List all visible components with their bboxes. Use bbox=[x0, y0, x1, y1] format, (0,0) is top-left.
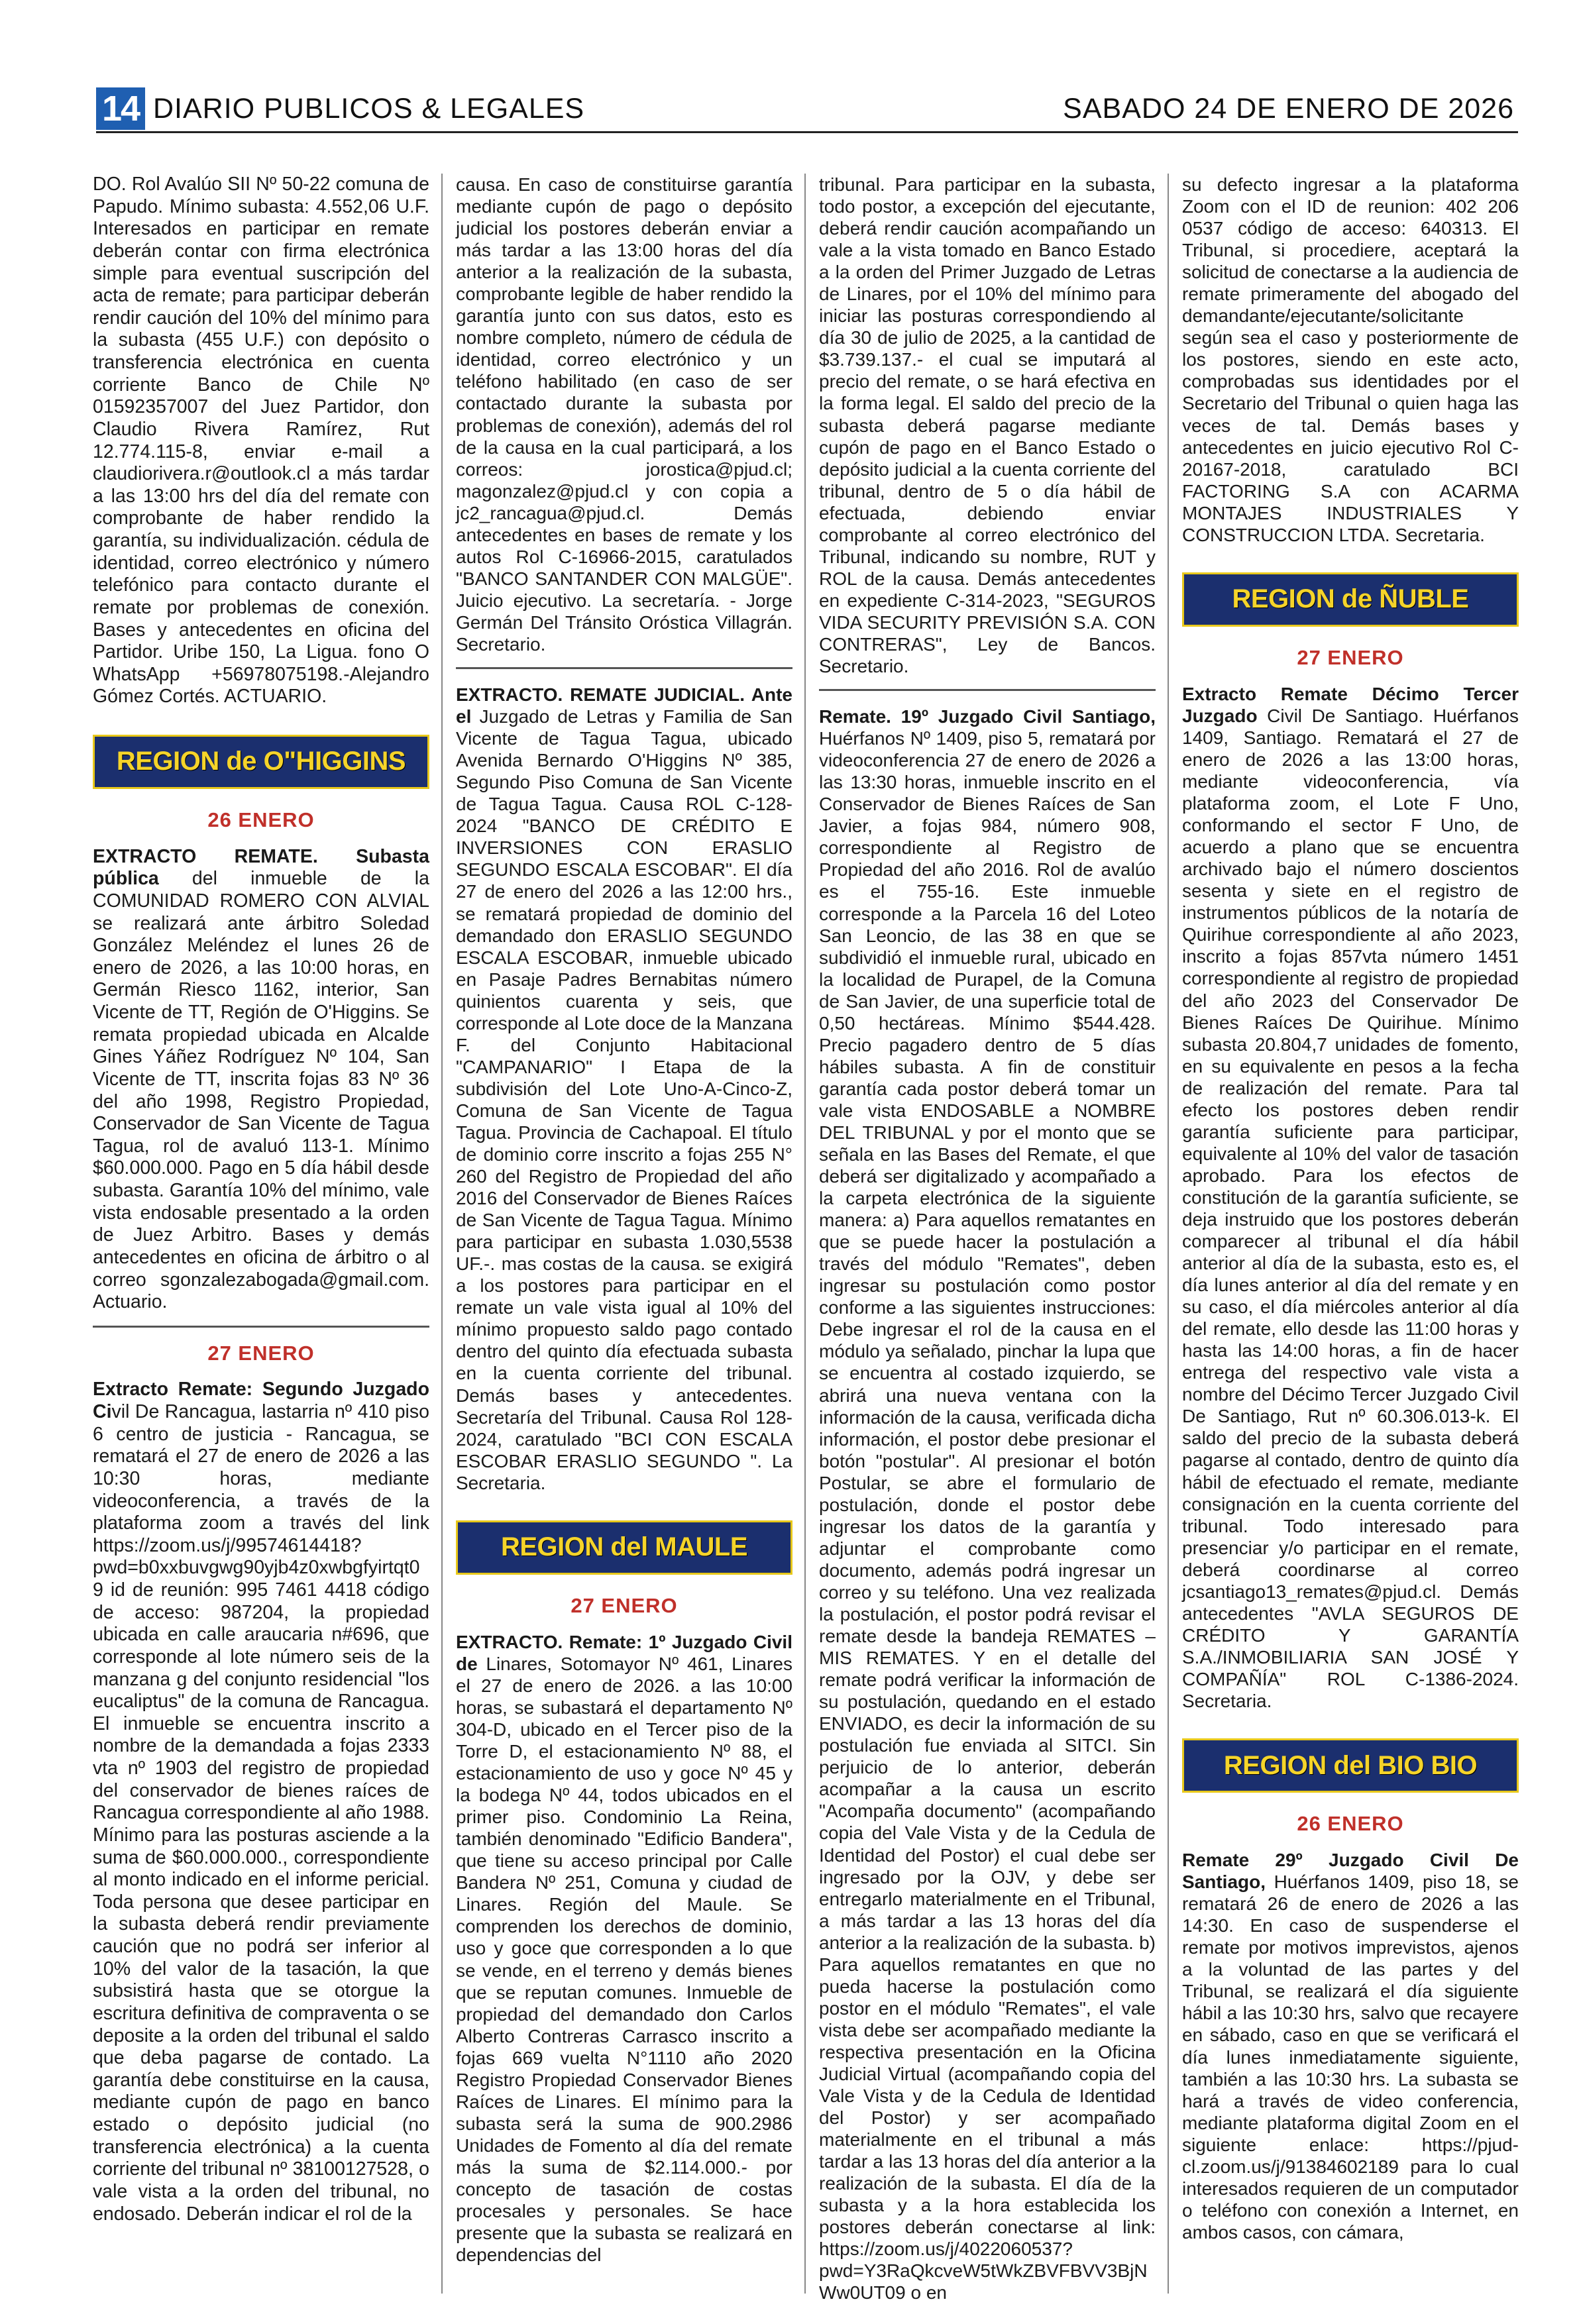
legal-notice: su defecto ingresar a la plataforma Zoom con el ID de reunion: 402 206 0537 código de acceso: 640313. El Tribunal, si procediere, aceptará la solicitud de conectarse a la audiencia de remate primeramente del abogado del demandante/ejecutante/solicitante según sea el caso y posteriormente de los postores, siendo en este acto, comprobadas sus identidades por el Secretario del Tribunal o quien haga las veces de tal. Demás bases y antecedentes en juicio ejecutivo Rol C-20167-2018, caratulado BCI FACTORING S.A con ACARMA MONTAJES INDUSTRIALES Y CONSTRUCCION LTDA. Secretaria. bbox=[1182, 174, 1519, 545]
notice-lead: Remate 29º Juzgado Civil De Santiago, bbox=[1182, 1850, 1519, 1893]
legal-notice bbox=[456, 684, 792, 1494]
legal-notice: tribunal. Para participar en la subasta, todo postor, a excepción del ejecutante, deberá rendir caución acompañando un vale a la vista tomado en Banco Estado a la orden del Primer Juzgado de Letras de Linares, por el 10% del mínimo para iniciar las posturas correspondiendo al día 30 de julio de 2025, a la cantidad de $3.739.137.- el cual se imputará al precio del remate, o se hará efectiva en la forma legal. El saldo del precio de la subasta deberá pagarse mediante cupón de pago en el Banco Estado o depósito judicial a la cuenta corriente del tribunal, dentro de 5 o día hábil de efectuada, debiendo enviar comprobante al correo electrónico del Tribunal, indicando su nombre, RUT y ROL de la causa. Demás antecedentes en expediente C-314-2023, "SEGUROS VIDA SECURITY PREVISIÓN S.A. CON CONTRERAS", Ley de Bancos. Secretario. bbox=[819, 174, 1156, 677]
column-3 bbox=[819, 174, 1156, 2304]
notice-body: Huérfanos Nº 1409, piso 5, rematará por videoconferencia 27 de enero de 2026 a las 13:30 horas, inmueble inscrito en el Conservador de Bienes Raíces de San Javier, a fojas 984, número 908, correspondiente al Registro de Propiedad del año 2016. Rol de avalúo es el 755-16. Este inmueble corresponde a la Parcela 16 del Loteo San Leoncio, de las 38 en que se subdividió el inmueble rural, ubicado en la localidad de Purapel, de la Comuna de San Javier, de una superficie total de 0,50 hectáreas. Mínimo $544.428. Precio pagadero dentro de 5 días hábiles subasta. A fin de constituir garantía cada postor deberá tomar un vale vista ENDOSABLE a NOMBRE DEL TRIBUNAL y por el monto que se señala en las Bases del Remate, el que deberá ser digitalizado y acompañado a la carpeta electrónica de la siguiente manera: a) Para aquellos rematantes en que se puede hacer la postulación a través del módulo "Remates", deben ingresar su postulación como postor conforme a las siguientes instrucciones: Debe ingresar el rol de la causa en el módulo ya señalado, pinchar la lupa que se encuentra al costado izquierdo, se abrirá una nueva ventana con la información de la causa, verificada dicha información, el postor debe presionar el botón "postular". Al presionar el botón Postular, se abre el formulario de postulación, donde el postor debe ingresar los datos de la garantía y adjuntar el comprobante como documento, además podrá ingresar un correo y su teléfono. Una vez realizada la postulación, el postor podrá revisar el remate desde la bandeja REMATES – MIS REMATES. Y en el detalle del remate podrá verificar la información de su postulación, quedando en el estado ENVIADO, es decir la información de su postulación fue enviada al SITCI. Sin perjuicio de lo anterior, deberán acompañar a la causa un escrito "Acompaña documento" (acompañando copia del Vale Vista y de la Cedula de Identidad del Postor) el cual debe ser ingresado por la OJV, y debe ser entregarlo materialmente en el Tribunal, a más tardar a las 13 horas del día anterior a la realización de la subasta. b) Para aquellos rematantes en que no pueda hacerse la postulación como postor en el módulo "Remates", el vale vista debe ser acompañado mediante la respectiva presentación en la Oficina Judicial Virtual (acompañando copia del Vale Vista y de la Cedula de Identidad del Postor) y ser acompañado materialmente en el tribunal a más tardar a las 13 horas del día anterior a la realización de la subasta. El día de la subasta y a la hora establecida los postores deberán conectarse al link: https://zoom.us/j/4022060537?pwd=Y3RaQkcveW5tWkZBVFBVV3BjNWw0UT09 o en bbox=[819, 728, 1156, 2303]
notice-body: Civil De Santiago. Huérfanos 1409, Santiago. Rematará el 27 de enero de 2026 a las 13:00 horas, mediante videoconferencia, vía plataforma zoom, el Lote F Uno, conformando el sector F Uno, de acuerdo a plano que se encuentra archivado bajo el número doscientos sesenta y siete en el registro de instrumentos públicos de la notaría de Quirihue correspondiente al año 2023, inscrito a fojas 857vta número 1451 correspondiente al registro de propiedad del año 2023 del Conservador De Bienes Raíces De Quirihue. Mínimo subasta 20.804,7 unidades de fomento, en su equivalente en pesos a la fecha de realización del remate. Para tal efecto los postores deben rendir garantía suficiente para participar, equivalente al 10% del valor de tasación aprobado. Para los efectos de constitución de la garantía suficiente, se deja instruido que los postores deberán comparecer al tribunal el día hábil anterior al día de la subasta, esto es, el día lunes anterior al día del remate y en su caso, el día miércoles anterior al día del remate, ello desde las 11:00 horas y hasta las 14:00 horas, a fin de hacer entrega del respectivo vale vista a nombre del Décimo Tercer Juzgado Civil De Santiago, Rut nº 60.306.013-k. El saldo del precio de la subasta deberá pagarse al contado, dentro de quinto día hábil de efectuado el remate, mediante consignación en la cuenta corriente del tribunal. Todo interesado para presenciar y/o participar en el remate, deberá coordinarse al correo jcsantiago13_remates@pjud.cl. Demás antecedentes "AVLA SEGUROS DE CRÉDITO Y GARANTÍA S.A./INMOBILIARIA SAN JOSÉ Y COMPAÑÍA" ROL C-1386-2024. Secretaria. bbox=[1182, 705, 1519, 1711]
notice-lead: Remate. 19º Juzgado Civil Santiago, bbox=[819, 706, 1156, 727]
column-4 bbox=[1182, 174, 1519, 2243]
region-banner-ohiggins bbox=[93, 735, 429, 789]
legal-notice bbox=[1182, 1849, 1519, 2243]
legal-notice bbox=[93, 1379, 429, 2225]
divider bbox=[93, 1326, 429, 1328]
divider bbox=[456, 667, 792, 669]
column-rule bbox=[1168, 174, 1169, 2294]
date-heading: 27 ENERO bbox=[571, 1593, 678, 1617]
region-title: REGION de O"HIGGINS bbox=[116, 747, 406, 776]
publication-date: SABADO 24 DE ENERO DE 2026 bbox=[1063, 93, 1514, 125]
notice-body: del inmueble de la COMUNIDAD ROMERO CON ALVIAL se realizará ante árbitro Soledad González Meléndez el lunes 26 de enero de 2026, a las 10:00 horas, en Germán Riesco 1162, interior, San Vicente de TT, Región de O'Higgins. Se remata propiedad ubicada en Alcalde Gines Yáñez Rodríguez Nº 104, San Vicente de TT, inscrita fojas 83 Nº 36 del año 1998, Registro Propiedad, Conservador de San Vicente de Tagua Tagua, rol de avaluó 113-1. Mínimo $60.000.000. Pago en 5 día hábil desde subasta. Garantía 10% del mínimo, vale vista endosable presentado a la orden de Juez Arbitro. Bases y demás antecedentes en oficina de árbitro o al correo sgonzalezabogada@gmail.com. Actuario. bbox=[93, 868, 429, 1313]
region-banner-biobio bbox=[1182, 1738, 1519, 1793]
notice-body: Juzgado de Letras y Familia de San Vicente de Tagua Tagua, ubicado Avenida Bernardo O'Higgins Nº 385, Segundo Piso Comuna de San Vicente de Tagua Tagua. Causa ROL C-128-2024 "BANCO DE CRÉDITO E INVERSIONES CON ERASLIO SEGUNDO ESCALA ESCOBAR". El día 27 de enero del 2026 a las 12:00 hrs., se rematará propiedad de dominio del demandado don ERASLIO SEGUNDO ESCALA ESCOBAR, inmueble ubicado en Pasaje Padres Bernabitas número quinientos cuarenta y seis, que corresponde al Lote doce de la Manzana F. del Conjunto Habitacional "CAMPANARIO" I Etapa de la subdivisión del Lote Uno-A-Cinco-Z, Comuna de San Vicente de Tagua Tagua. Provincia de Cachapoal. El título de dominio corre inscrito a fojas 255 N° 260 del Registro de Propiedad del año 2016 del Conservador de Bienes Raíces de San Vicente de Tagua Tagua. Mínimo para participar en subasta 1.030,5538 UF.-. mas costas de la causa. se exigirá a los postores para participar en el remate un vale vista igual al 10% del mínimo propuesto saldo pago contado dentro del quinto día efectuada subasta en la cuenta corriente del tribunal. Demás bases y antecedentes. Secretaría del Tribunal. Causa Rol 128-2024, caratulado "BCI CON ESCALA ESCOBAR ERASLIO SEGUNDO ". La Secretaria. bbox=[456, 706, 792, 1493]
notice-lead: EXTRACTO. Remate: 1º Juzgado Civil de bbox=[456, 1631, 792, 1674]
date-heading: 26 ENERO bbox=[207, 808, 315, 831]
divider bbox=[819, 689, 1156, 691]
legal-notice bbox=[819, 706, 1156, 2303]
legal-notice bbox=[93, 846, 429, 1314]
date-heading: 26 ENERO bbox=[1297, 1812, 1404, 1836]
notice-lead: Extracto Remate Décimo Tercer Juzgado bbox=[1182, 683, 1519, 726]
column-1 bbox=[93, 174, 429, 2225]
notice-body: vil De Rancagua, lastarria nº 410 piso 6 centro de justicia - Rancagua, se rematará el 27 de enero de 2026 a las 10:30 horas, mediante videoconferencia, a través de la plataforma zoom a través del link https://zoom.us/j/99574614418?pwd=b0xxbuvgwg90yjb4z0xwbgfyirtqt09 id de reunión: 995 7461 4418 código de acceso: 987204, la propiedad ubicada en calle araucaria n#696, que corresponde al lote número seis de la manzana g del conjunto residencial "los eucaliptus" de la comuna de Rancagua. El inmueble se encuentra inscrito a nombre de la demandada a fojas 2333 vta nº 1903 del registro de propiedad del conservador de bienes raíces de Rancagua correspondiente al año 1988. Mínimo para las posturas asciende a la suma de $60.000.000., correspondiente al monto indicado en el informe pericial. Toda persona que desee participar en la subasta deberá rendir previamente caución que no podrá ser inferior al 10% del valor de la tasación, la que subsistirá hasta que se otorgue la escritura definitiva de compraventa o se deposite a la orden del tribunal el saldo que deba pagarse de contado. La garantía debe constituirse en la causa, mediante cupón de pago en banco estado o depósito judicial (no transferencia electrónica) a la cuenta corriente del tribunal nº 38100127528, o vale vista a la orden del tribunal, no endosado. Deberán indicar el rol de la bbox=[93, 1401, 429, 2225]
date-heading: 27 ENERO bbox=[1297, 645, 1404, 669]
date-heading: 27 ENERO bbox=[207, 1341, 315, 1365]
column-rule bbox=[804, 174, 806, 2294]
region-title: REGION del MAULE bbox=[500, 1532, 748, 1562]
region-title: REGION de ÑUBLE bbox=[1232, 584, 1469, 614]
legal-notice: causa. En caso de constituirse garantía mediante cupón de pago o depósito judicial los postores deberán enviar a más tardar a las 13:00 horas del día anterior a la realización de la subasta, comprobante legible de haber rendido la garantía junto con sus datos, esto es nombre completo, número de cédula de identidad, correo electrónico y un teléfono habilitado (en caso de ser contactado durante la subasta por problemas de conexión), además del rol de la causa en la cual participará, a los correos: jorosticа@pjud.cl; magonzalez@pjud.cl y con copia a jc2_rancagua@pjud.cl. Demás antecedentes en bases de remate y los autos Rol C-16966-2015, caratulados "BANCO SANTANDER CON MALGÜE". Juicio ejecutivo. La secretaría. - Jorge Germán Del Tránsito Oróstica Villagrán. Secretario. bbox=[456, 174, 792, 655]
notice-body: Linares, Sotomayor Nº 461, Linares el 27 de enero de 2026. a las 10:00 horas, se subastará el departamento Nº 304-D, ubicado en el Tercer piso de la Torre D, el estacionamiento Nº 88, el estacionamiento de uso y goce Nº 45 y la bodega Nº 44, todos ubicados en el primer piso. Condominio La Reina, también denominado "Edificio Bandera", que tiene su acceso principal por Calle Bandera Nº 251, Comuna y ciudad de Linares. Región del Maule. Se comprenden los derechos de dominio, uso y goce que corresponden a lo que se vende, en el terreno y demás bienes que se reputan comunes. Inmueble de propiedad del demandado don Carlos Alberto Contreras Carrasco inscrito a fojas 669 vuelta N°1110 año 2020 Registro Propiedad Conservador Bienes Raíces de Linares. El mínimo para la subasta será la suma de 900.2986 Unidades de Fomento al día del remate más la suma de $2.114.000.- por concepto de tasación de costas procesales y personales. Se hace presente que la subasta se realizará en dependencias del bbox=[456, 1653, 792, 2266]
column-2 bbox=[456, 174, 792, 2266]
notice-lead: Extracto Remate: Segundo Juzgado Ci bbox=[93, 1379, 429, 1422]
region-title: REGION del BIO BIO bbox=[1223, 1750, 1478, 1780]
legal-notice bbox=[456, 1631, 792, 2266]
region-banner-maule bbox=[456, 1520, 792, 1575]
notice-body: Huérfanos 1409, piso 18, se rematará 26 de enero de 2026 a las 14:30. En caso de suspenderse el remate por motivos imprevistos, ajenos a la voluntad de las partes y del Tribunal, se realizará el día siguiente hábil a las 10:30 hrs, salvo que recayere en sábado, caso en que se verificará el día lunes inmediatamente siguiente, también a las 10:30 hrs. La subasta se hará a través de video conferencia, mediante plataforma digital Zoom en el siguiente enlace: https://pjud-cl.zoom.us/j/91384602189 para lo cual interesados requieren de un computador o teléfono con conexión a Internet, en ambos casos, con cámara, bbox=[1182, 1872, 1519, 2243]
legal-notice bbox=[1182, 683, 1519, 1712]
page-header bbox=[96, 85, 1518, 133]
page-number: 14 bbox=[96, 87, 145, 130]
column-rule bbox=[441, 174, 443, 2294]
notice-lead: EXTRACTO REMATE. Subasta pública bbox=[93, 845, 429, 890]
region-banner-nuble bbox=[1182, 572, 1519, 627]
legal-notice: DO. Rol Avalúo SII Nº 50-22 comuna de Papudo. Mínimo subasta: 4.552,06 U.F. Interesados en participar en remate deberán contar con firma electrónica simple para eventual suscripción del acta de remate; para participar deberán rendir caución del 10% del mínimo para la subasta (455 U.F.) con depósito o transferencia electrónica en cuenta corriente Banco de Chile Nº 01592357007 del Juez Partidor, don Claudio Rivera Ramírez, Rut 12.774.115-8, enviar e-mail a claudiorivera.r@outlook.cl a más tardar a las 13:00 hrs del día del remate con comprobante de haber rendido la garantía, su individualización. cédula de identidad, correo electrónico y número telefónico para contacto durante el remate por problemas de conexión. Bases y antecedentes en oficina del Partidor. Uribe 150, La Ligua. fono O WhatsApp +56978075198.-Alejandro Gómez Cortés. ACTUARIO. bbox=[93, 174, 429, 708]
notice-lead: EXTRACTO. REMATE JUDICIAL. Ante el bbox=[456, 684, 792, 727]
publication-name: DIARIO PUBLICOS & LEGALES bbox=[153, 93, 585, 125]
